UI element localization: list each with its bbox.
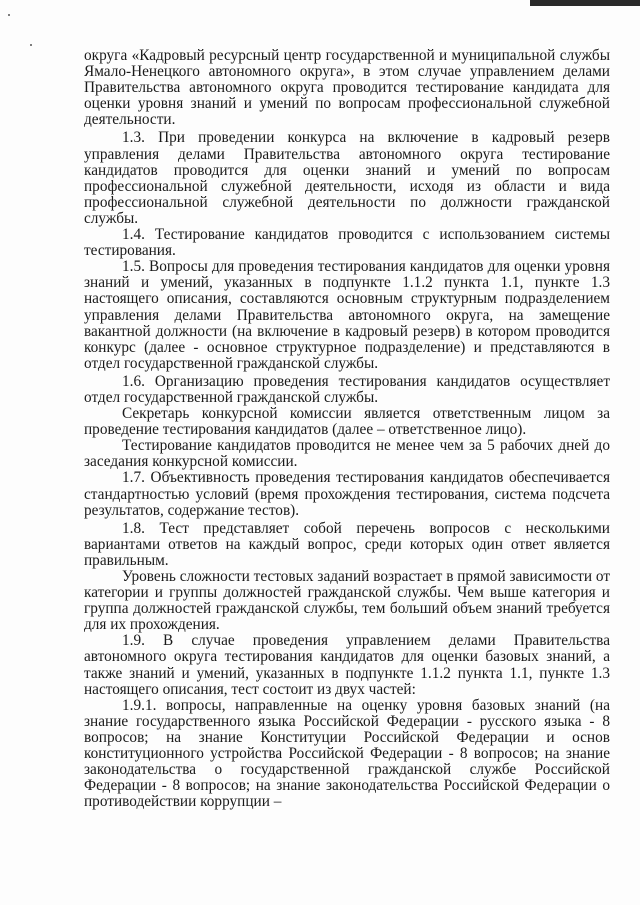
paragraph-1-9-1: 1.9.1. вопросы, направленные на оценку уровня базовых знаний (на знание государственного языка Российской Федерации - русского языка - 8 вопросов; на знание Конституции Российской Федерации и основ конституционного устройства Российской Федерации - 8 вопросов; на знание законодательства о государственной гражданской службе Российской Федерации - 8 вопросов; на знание законодательства Российской Федерации о противодействии коррупции –	[84, 696, 610, 811]
paragraph-1-2-continuation: округа «Кадровый ресурсный центр государственной и муниципальной службы Ямало-Ненецкого автономного округа», в этом случае управлением делами Правительства автономного округа проводится тестирование кандидата для оценки уровня знаний и умений по вопросам профессиональной служебной деятельности.	[84, 47, 610, 129]
paragraph-1-4: 1.4. Тестирование кандидатов проводится с использованием системы тестирования.	[84, 226, 610, 260]
paragraph-secretary: Секретарь конкурсной комиссии является ответственным лицом за проведение тестирования кандидатов (далее – ответственное лицо).	[84, 405, 610, 439]
paragraph-1-7: 1.7. Объективность проведения тестирования кандидатов обеспечивается стандартностью условий (время прохождения тестирования, система подсчета результатов, содержание тестов).	[84, 469, 610, 519]
paragraph-testing-deadline: Тестирование кандидатов проводится не менее чем за 5 рабочих дней до заседания конкурсной комиссии.	[84, 437, 610, 471]
paragraph-1-9: 1.9. В случае проведения управлением делами Правительства автономного округа тестирования кандидатов для оценки базовых знаний, а также знаний и умений, указанных в подпункте 1.1.2 пункта 1.1, пункте 1.3 настоящего описания, тест состоит из двух частей:	[84, 632, 610, 698]
scan-speck	[30, 44, 32, 46]
paragraph-difficulty: Уровень сложности тестовых заданий возрастает в прямой зависимости от категории и группы должностей гражданской службы. Чем выше категория и группа должностей гражданской службы, тем больший объем знаний требуется для их прохождения.	[84, 568, 610, 634]
document-body	[84, 48, 610, 810]
paragraph-1-3: 1.3. При проведении конкурса на включение в кадровый резерв управления делами Правительства автономного округа тестирование кандидатов проводится для оценки знаний и умений по вопросам профессиональной служебной деятельности, исходя из области и вида профессиональной служебной деятельности по должности гражданской службы.	[84, 129, 610, 227]
scan-speck	[8, 14, 10, 16]
scan-edge-mark	[530, 0, 640, 6]
paragraph-1-5: 1.5. Вопросы для проведения тестирования кандидатов для оценки уровня знаний и умений, указанных в подпункте 1.1.2 пункта 1.1, пункте 1.3 настоящего описания, составляются основным структурным подразделением управления делами Правительства автономного округа, на замещение вакантной должности (на включение в кадровый резерв) в котором проводится конкурс (далее - основное структурное подразделение) и представляются в отдел государственной гражданской службы.	[84, 258, 610, 372]
paragraph-1-8: 1.8. Тест представляет собой перечень вопросов с несколькими вариантами ответов на каждый вопрос, среди которых один ответ является правильным.	[84, 519, 610, 569]
paragraph-1-6: 1.6. Организацию проведения тестирования кандидатов осуществляет отдел государственной гражданской службы.	[84, 372, 610, 406]
